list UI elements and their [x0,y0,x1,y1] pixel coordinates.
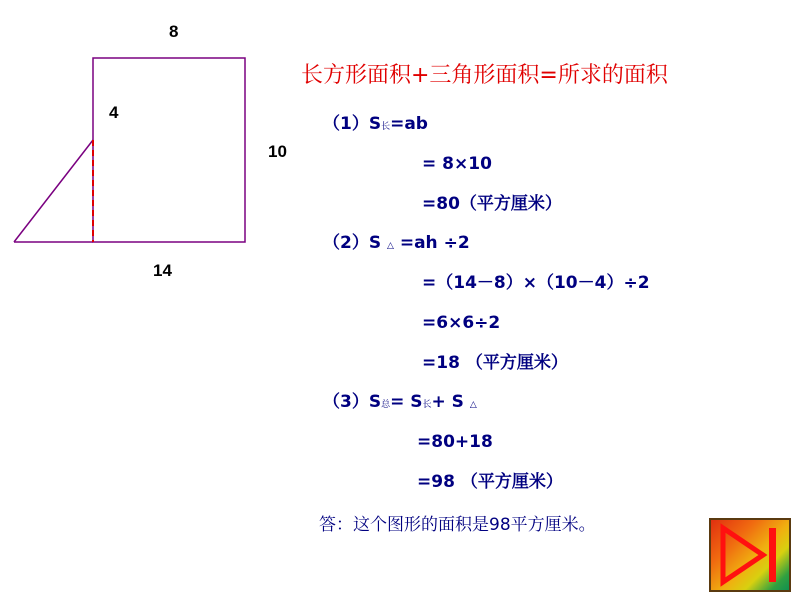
step2-formula: =ah ÷2 [399,233,470,253]
step2-line2: =（14－8）×（10－4）÷2 [422,273,650,293]
step2-line1 [323,232,470,257]
step3-subscript-tri: △ [469,400,477,410]
play-next-icon [711,520,789,590]
label-top-width: 8 [169,22,179,41]
label-inner-height: 4 [109,103,119,122]
page-title: 长方形面积+三角形面积=所求的面积 [301,63,668,88]
step2-line3: =6×6÷2 [422,313,501,333]
step3-line2: =80+18 [417,432,493,452]
rectangle-shape [93,58,245,242]
step1-subscript: 长 [381,122,391,132]
step3-prefix: （3）S [323,392,382,412]
step1-line3: =80（平方厘米） [422,194,562,214]
step3-subscript-rect: 长 [422,400,432,410]
step1-formula: =ab [390,114,428,134]
step3-plus: + S [431,392,464,412]
step1-line1 [323,113,428,138]
label-bottom-length: 14 [153,261,172,280]
step3-equals: = S [390,392,423,412]
trapezoid-figure [0,0,300,300]
label-right-height: 10 [268,142,287,161]
step3-line1 [323,391,477,416]
answer-text: 答：这个图形的面积是98平方厘米。 [319,515,596,535]
step1-line2: = 8×10 [422,154,492,174]
triangle-hypotenuse [14,140,93,242]
step2-subscript: △ [387,241,394,251]
next-slide-button[interactable] [709,518,791,592]
step3-line3: =98 （平方厘米） [417,472,563,492]
step1-prefix: （1）S [323,114,382,134]
step2-prefix: （2）S [323,233,382,253]
step2-line4: =18 （平方厘米） [422,353,568,373]
step3-subscript-total: 总 [381,400,391,410]
